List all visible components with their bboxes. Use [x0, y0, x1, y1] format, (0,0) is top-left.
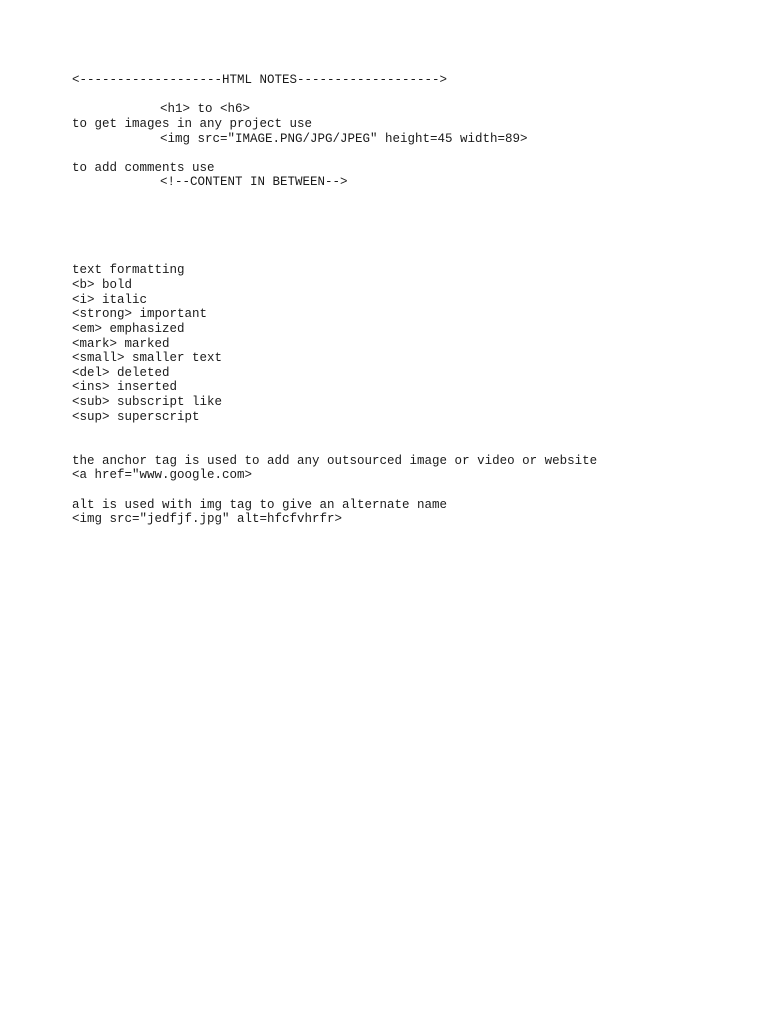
- formatting-item: <sup> superscript: [72, 409, 200, 424]
- formatting-item: <sub> subscript like: [72, 395, 223, 410]
- anchor-intro: the anchor tag is used to add any outsourced image or video or website: [72, 453, 598, 468]
- blank-line: [72, 483, 752, 498]
- blank-line: [72, 424, 752, 439]
- formatting-item: <strong> important: [72, 307, 208, 322]
- blank-line: [72, 234, 752, 249]
- document-page: [72, 73, 752, 527]
- formatting-item: <mark> marked: [72, 336, 170, 351]
- alt-intro: alt is used with img tag to give an alternate name: [72, 497, 448, 512]
- formatting-item: <ins> inserted: [72, 380, 178, 395]
- formatting-item: <b> bold: [72, 277, 133, 292]
- blank-line: [72, 439, 752, 454]
- formatting-heading: text formatting: [72, 263, 185, 278]
- blank-line: [72, 88, 752, 103]
- blank-line: [72, 249, 752, 264]
- anchor-example: <a href="www.google.com>: [72, 468, 253, 483]
- comments-intro: to add comments use: [72, 160, 215, 175]
- formatting-item: <em> emphasized: [72, 321, 185, 336]
- formatting-item: <i> italic: [72, 292, 148, 307]
- blank-line: [72, 146, 752, 161]
- images-intro: to get images in any project use: [72, 116, 313, 131]
- comments-example: <!--CONTENT IN BETWEEN-->: [160, 175, 348, 190]
- document-title: <-------------------HTML NOTES------------------->: [72, 73, 448, 87]
- blank-line: [72, 190, 752, 205]
- formatting-item: <small> smaller text: [72, 351, 223, 366]
- images-example: <img src="IMAGE.PNG/JPG/JPEG" height=45 width=89>: [160, 131, 528, 146]
- alt-example: <img src="jedfjf.jpg" alt=hfcfvhrfr>: [72, 512, 343, 527]
- formatting-item: <del> deleted: [72, 365, 170, 380]
- headings-line: <h1> to <h6>: [160, 102, 251, 117]
- blank-line: [72, 219, 752, 234]
- blank-line: [72, 205, 752, 220]
